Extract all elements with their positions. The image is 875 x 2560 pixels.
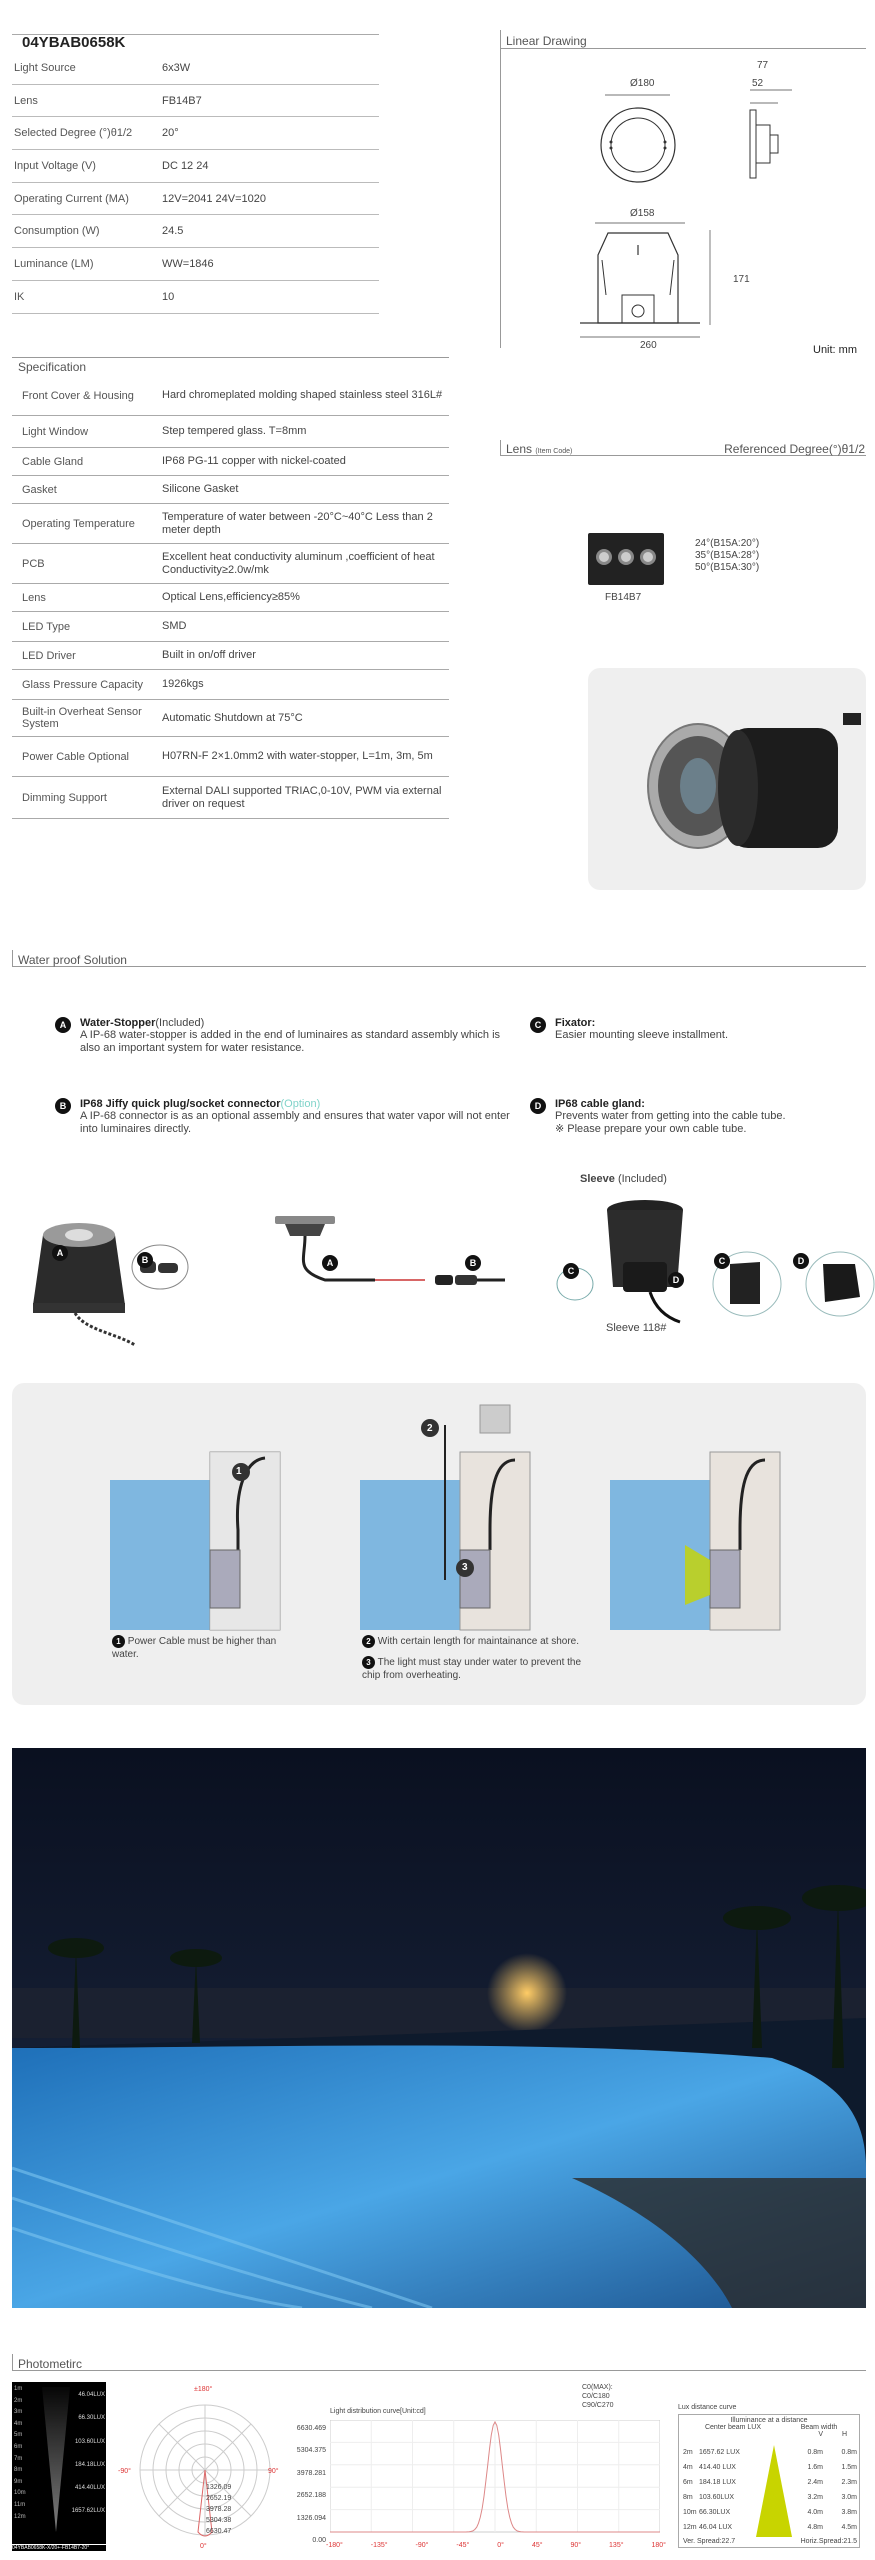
dim-158: Ø158 — [630, 208, 655, 219]
lux-title: Lux distance curve — [678, 2404, 737, 2411]
dim-260: 260 — [640, 340, 657, 351]
beam-distance: 11m — [14, 2501, 26, 2508]
photometric-rule — [12, 2370, 866, 2371]
curve-legend — [582, 2383, 614, 2410]
spec-row — [12, 670, 449, 700]
lux-col-v: V — [818, 2431, 823, 2438]
lens-dot-1 — [596, 549, 612, 565]
spec-row — [12, 700, 449, 737]
dim-171: 171 — [733, 274, 750, 285]
lux-v: 0.8m — [807, 2449, 823, 2456]
param-label: Input Voltage (V) — [14, 159, 96, 172]
beam-lux-labels — [55, 2384, 105, 2524]
connector-title: IP68 Jiffy quick plug/socket connector — [80, 1098, 281, 1110]
install-note-2-text: With certain length for maintainance at shore. — [377, 1636, 579, 1647]
lux-row — [683, 2445, 857, 2460]
beam-caption: 04YBAB0658K-X/20+-FB14B7-20° — [12, 2545, 106, 2551]
pool-night-photo — [12, 1748, 866, 2308]
lens-image — [588, 533, 664, 585]
polar-bottom-label: 0° — [200, 2543, 207, 2550]
diagram-num-1: 1 — [236, 1466, 242, 1477]
lux-col-center: Center beam LUX — [704, 2424, 762, 2431]
lens-dot-2 — [618, 549, 634, 565]
curve-x-ticks — [326, 2542, 666, 2549]
lux-distance: 8m — [683, 2494, 693, 2501]
badge-a: A — [55, 1017, 71, 1033]
photometric-divider — [12, 2354, 13, 2371]
lux-subheader — [679, 2424, 859, 2431]
diagram-num-3: 3 — [462, 1562, 468, 1573]
water-stopper-desc: A IP-68 water-stopper is added in the end of luminaires as standard assembly which is also an important system for water resistance. — [80, 1029, 501, 1054]
lux-h: 4.5m — [841, 2524, 857, 2531]
spec-row — [12, 642, 449, 670]
basic-params-table — [12, 52, 379, 314]
sleeve-detail-badge-d: D — [793, 1253, 809, 1269]
beam-distance: 2m — [14, 2397, 23, 2404]
spec-value: Automatic Shutdown at 75°C — [162, 711, 303, 724]
lux-value: 66.30LUX — [699, 2509, 731, 2516]
spec-label: Gasket — [22, 483, 57, 496]
lux-h: 3.8m — [841, 2509, 857, 2516]
linear-drawing — [560, 55, 850, 355]
lux-row — [683, 2490, 857, 2505]
lux-table — [678, 2414, 860, 2548]
param-row — [12, 150, 379, 183]
spec-value: Built in on/off driver — [162, 649, 256, 661]
param-label: Light Source — [14, 61, 76, 74]
lux-v: 2.4m — [807, 2479, 823, 2486]
conn-badge-b: B — [465, 1255, 481, 1271]
param-row — [12, 281, 379, 314]
legend-c90-c270: C90/C270 — [582, 2402, 614, 2409]
sleeve-heading — [580, 1173, 667, 1185]
polar-value: 1326.09 — [206, 2484, 232, 2491]
lens-title-text: Lens — [506, 442, 533, 456]
lux-row — [683, 2520, 857, 2535]
beam-distance: 10m — [14, 2490, 26, 2497]
water-stopper-title: Water-Stopper — [80, 1017, 156, 1029]
waterproof-rule — [12, 966, 866, 967]
lux-header: Illuminance at a distance — [730, 2417, 808, 2424]
badge-b: B — [55, 1098, 71, 1114]
curve-y-tick: 0.00 — [312, 2537, 326, 2545]
spec-label: Cable Gland — [22, 455, 84, 468]
param-row — [12, 52, 379, 85]
lux-h: 1.5m — [841, 2464, 857, 2471]
lens-degree-3: 50°(B15A:30°) — [695, 562, 760, 573]
param-value: 10 — [162, 290, 175, 303]
sleeve-label: Sleeve 118# — [606, 1322, 667, 1334]
polar-left-label: -90° — [118, 2468, 131, 2475]
lux-value: 103.60LUX — [699, 2494, 735, 2501]
polar-right-label: 90° — [268, 2468, 279, 2475]
spec-row — [12, 448, 449, 476]
cable-gland-desc: Prevents water from getting into the cable tube. — [555, 1110, 786, 1122]
spec-row — [12, 612, 449, 642]
param-value: 12V=2041 24V=1020 — [162, 192, 266, 205]
polar-value: 6630.47 — [206, 2528, 232, 2535]
lux-ver-spread: Ver. Spread:22.7 — [683, 2538, 736, 2545]
note-num-1: 1 — [112, 1635, 125, 1648]
spec-value: Optical Lens,efficiency≥85% — [162, 591, 300, 603]
lux-col-beam: Beam width — [800, 2424, 838, 2431]
connector-desc: A IP-68 connector is as an optional assembly and ensures that water vapor will not enter into luminaires directly. — [80, 1110, 510, 1135]
spec-row — [12, 777, 449, 819]
product-photo — [588, 668, 866, 890]
param-label: Luminance (LM) — [14, 257, 94, 270]
spec-value: External DALI supported TRIAC,0-10V, PWM via external driver on request — [162, 784, 442, 810]
lux-row — [683, 2475, 857, 2490]
spec-label: Glass Pressure Capacity — [22, 678, 144, 691]
param-value: 24.5 — [162, 225, 184, 238]
lux-v: 4.0m — [807, 2509, 823, 2516]
cable-gland-block — [530, 1098, 860, 1136]
fixator-block — [530, 1017, 860, 1042]
param-label: IK — [14, 290, 25, 303]
polar-value-labels — [206, 2482, 231, 2537]
fixator-desc: Easier mounting sleeve installment. — [555, 1029, 729, 1041]
lux-value: 46.04 LUX — [699, 2524, 733, 2531]
cable-gland-title: IP68 cable gland: — [555, 1098, 645, 1110]
spec-label: Front Cover & Housing — [22, 389, 134, 402]
spec-row — [12, 544, 449, 584]
polar-value: 5304.38 — [206, 2517, 232, 2524]
lux-row — [683, 2505, 857, 2520]
waterproof-divider — [12, 950, 13, 967]
curve-x-tick: 135° — [609, 2542, 624, 2549]
lux-rows — [683, 2445, 857, 2535]
param-label: Lens — [14, 94, 38, 107]
legend-c0max: C0(MAX): — [582, 2384, 613, 2391]
param-row — [12, 248, 379, 281]
water-stopper-tag: (Included) — [155, 1017, 205, 1029]
lux-value: 184.18 LUX — [699, 2479, 736, 2486]
product-photo-panel — [588, 668, 866, 890]
param-row — [12, 215, 379, 248]
install-note-3 — [362, 1656, 602, 1682]
spec-row — [12, 416, 449, 448]
lux-h: 2.3m — [841, 2479, 857, 2486]
photometric-title: Photometirc — [18, 2357, 83, 2371]
spec-label: Lens — [22, 591, 46, 604]
beam-distance: 8m — [14, 2467, 23, 2474]
param-value: 6x3W — [162, 61, 191, 74]
beam-distance: 4m — [14, 2420, 23, 2427]
beam-distance-labels — [14, 2384, 24, 2523]
install-note-1 — [112, 1635, 282, 1661]
param-value: FB14B7 — [162, 94, 202, 107]
param-value: WW=1846 — [162, 257, 214, 270]
spec-row — [12, 376, 449, 416]
note-num-3: 3 — [362, 1656, 375, 1669]
legend-c0-c180: C0/C180 — [582, 2393, 610, 2400]
specification-title: Specification — [18, 360, 87, 374]
spec-row — [12, 504, 449, 544]
dim-52: 52 — [752, 78, 764, 89]
beam-distance: 7m — [14, 2455, 23, 2462]
spec-label: Built-in Overheat Sensor System — [22, 706, 142, 730]
lens-degree-2: 35°(B15A:28°) — [695, 550, 760, 561]
spec-label: Power Cable Optional — [22, 750, 130, 763]
waterproof-title: Water proof Solution — [18, 953, 127, 967]
spec-row — [12, 584, 449, 612]
spec-value: Silicone Gasket — [162, 483, 239, 495]
note-num-2: 2 — [362, 1635, 375, 1648]
spec-label: LED Type — [22, 620, 71, 633]
luminaire-with-stopper-illustration — [25, 1205, 215, 1350]
spec-label: Dimming Support — [22, 791, 107, 804]
spec-row — [12, 476, 449, 504]
curve-x-tick: -180° — [326, 2542, 343, 2549]
water-stopper-block — [55, 1017, 515, 1055]
beam-distance: 3m — [14, 2409, 23, 2416]
specification-table — [12, 376, 449, 819]
install-note-1-text: Power Cable must be higher than water. — [112, 1636, 277, 1660]
sleeve-title: Sleeve — [580, 1173, 615, 1185]
beam-distance: 12m — [14, 2513, 26, 2520]
spec-label: LED Driver — [22, 649, 76, 662]
param-label: Selected Degree (°)θ1/2 — [14, 127, 133, 140]
spec-value: Hard chromeplated molding shaped stainless steel 316L# — [162, 389, 443, 401]
lux-v: 1.6m — [807, 2464, 823, 2471]
linear-drawing-title: Linear Drawing — [506, 34, 587, 48]
param-row — [12, 117, 379, 150]
sleeve-detail-badge-c: C — [714, 1253, 730, 1269]
lux-value: 414.40 LUX — [699, 2464, 736, 2471]
spec-value: H07RN-F 2×1.0mm2 with water-stopper, L=1m, 3m, 5m — [162, 750, 433, 762]
lens-degrees — [695, 538, 759, 574]
badge-c: C — [530, 1017, 546, 1033]
lux-h: 0.8m — [841, 2449, 857, 2456]
lux-distance: 10m — [683, 2509, 697, 2516]
spec-value: 1926kgs — [162, 678, 204, 690]
dim-77: 77 — [757, 60, 769, 71]
drawing-rule — [500, 48, 866, 49]
beam-distance: 1m — [14, 2386, 23, 2392]
sleeve-tag: (Included) — [617, 1173, 667, 1185]
beam-lux: 1657.62LUX — [71, 2508, 105, 2515]
spec-value: Excellent heat conductivity aluminum ,coefficient of heat Conductivity≥2.0w/mk — [162, 550, 435, 576]
spec-rule — [12, 357, 449, 358]
spec-value: SMD — [162, 620, 187, 632]
param-value: DC 12 24 — [162, 159, 209, 172]
dim-180: Ø180 — [630, 78, 655, 89]
lux-v: 4.8m — [807, 2524, 823, 2531]
install-note-2 — [362, 1635, 602, 1648]
spec-label: PCB — [22, 557, 45, 570]
lux-vh — [679, 2431, 859, 2438]
connector-tag: (Option) — [280, 1098, 321, 1110]
sleeve-badge-c: C — [563, 1263, 579, 1279]
param-label: Operating Current (MA) — [14, 192, 129, 205]
spec-label: Light Window — [22, 425, 89, 438]
spec-value: Step tempered glass. T=8mm — [162, 425, 307, 437]
polar-value: 2652.19 — [206, 2495, 232, 2502]
model-number: 04YBAB0658K — [22, 34, 126, 51]
spec-label: Operating Temperature — [22, 517, 135, 530]
lux-distance: 6m — [683, 2479, 693, 2486]
lux-v: 3.2m — [807, 2494, 823, 2501]
lux-hor-spread: Horiz.Spread:21.5 — [800, 2538, 857, 2545]
lux-footer — [683, 2538, 857, 2545]
curve-x-tick: 180° — [651, 2542, 666, 2549]
spec-row — [12, 737, 449, 777]
curve-y-ticks — [288, 2418, 326, 2552]
curve-y-tick: 6630.469 — [296, 2425, 326, 2432]
lens-degree-1: 24°(B15A:20°) — [695, 538, 760, 549]
curve-x-tick: -45° — [456, 2542, 470, 2549]
illus-badge-a: A — [52, 1245, 68, 1261]
lux-col-h: H — [841, 2431, 847, 2438]
lux-row — [683, 2460, 857, 2475]
sleeve-badge-d: D — [668, 1272, 684, 1288]
curve-y-tick: 1326.094 — [296, 2514, 326, 2522]
lux-distance: 4m — [683, 2464, 693, 2471]
curve-y-tick: 2652.188 — [296, 2492, 326, 2500]
lens-title — [506, 442, 572, 456]
param-row — [12, 183, 379, 216]
polar-top-label: ±180° — [194, 2386, 213, 2393]
lux-distance: 2m — [683, 2449, 693, 2456]
beam-lux: 184.18LUX — [74, 2461, 105, 2468]
unit-label: Unit: mm — [813, 344, 857, 356]
installation-diagram — [110, 1400, 790, 1635]
polar-value: 3978.28 — [206, 2506, 232, 2513]
lux-distance: 12m — [683, 2524, 697, 2531]
lens-name: FB14B7 — [605, 592, 642, 603]
curve-y-tick: 5304.375 — [296, 2447, 326, 2455]
lux-h: 3.0m — [841, 2494, 857, 2501]
param-row — [12, 85, 379, 118]
param-value: 20° — [162, 127, 179, 140]
curve-x-tick: 45° — [531, 2542, 543, 2549]
curve-title: Light distribution curve[Unit:cd] — [330, 2408, 426, 2415]
beam-lux: 103.60LUX — [74, 2438, 105, 2445]
connector-illustration — [265, 1210, 515, 1300]
spec-value: Temperature of water between -20°C~40°C Less than 2 meter depth — [162, 510, 433, 536]
drawing-divider — [500, 30, 501, 348]
beam-distance: 5m — [14, 2432, 23, 2439]
spec-value: IP68 PG-11 copper with nickel-coated — [162, 455, 346, 467]
install-note-3-text: The light must stay under water to prevent the chip from overheating. — [362, 1657, 582, 1681]
beam-lux: 46.04LUX — [78, 2392, 105, 2398]
beam-lux: 66.30LUX — [78, 2415, 105, 2422]
curve-x-tick: 90° — [570, 2542, 582, 2549]
fixator-title: Fixator: — [555, 1017, 596, 1029]
cable-gland-note: ※ Please prepare your own cable tube. — [555, 1123, 747, 1135]
conn-badge-a: A — [322, 1255, 338, 1271]
referenced-degree-title: Referenced Degree(°)θ1/2 — [724, 442, 865, 456]
badge-d: D — [530, 1098, 546, 1114]
diagram-num-2: 2 — [427, 1423, 433, 1434]
curve-x-tick: -90° — [415, 2542, 429, 2549]
connector-block — [55, 1098, 515, 1136]
lens-item-code: (Item Code) — [535, 448, 573, 455]
illus-badge-b: B — [137, 1252, 153, 1268]
curve-y-tick: 3978.281 — [296, 2469, 326, 2477]
curve-x-tick: 0° — [497, 2542, 504, 2549]
curve-x-tick: -135° — [370, 2542, 388, 2549]
beam-distance: 6m — [14, 2443, 23, 2450]
beam-distance: 9m — [14, 2478, 23, 2485]
polar-chart — [120, 2390, 290, 2550]
lux-value: 1657.62 LUX — [699, 2449, 740, 2456]
lens-dot-3 — [640, 549, 656, 565]
param-label: Consumption (W) — [14, 225, 100, 238]
beam-lux: 414.40LUX — [74, 2485, 105, 2492]
light-distribution-curve — [330, 2420, 660, 2540]
lens-divider — [500, 440, 501, 456]
